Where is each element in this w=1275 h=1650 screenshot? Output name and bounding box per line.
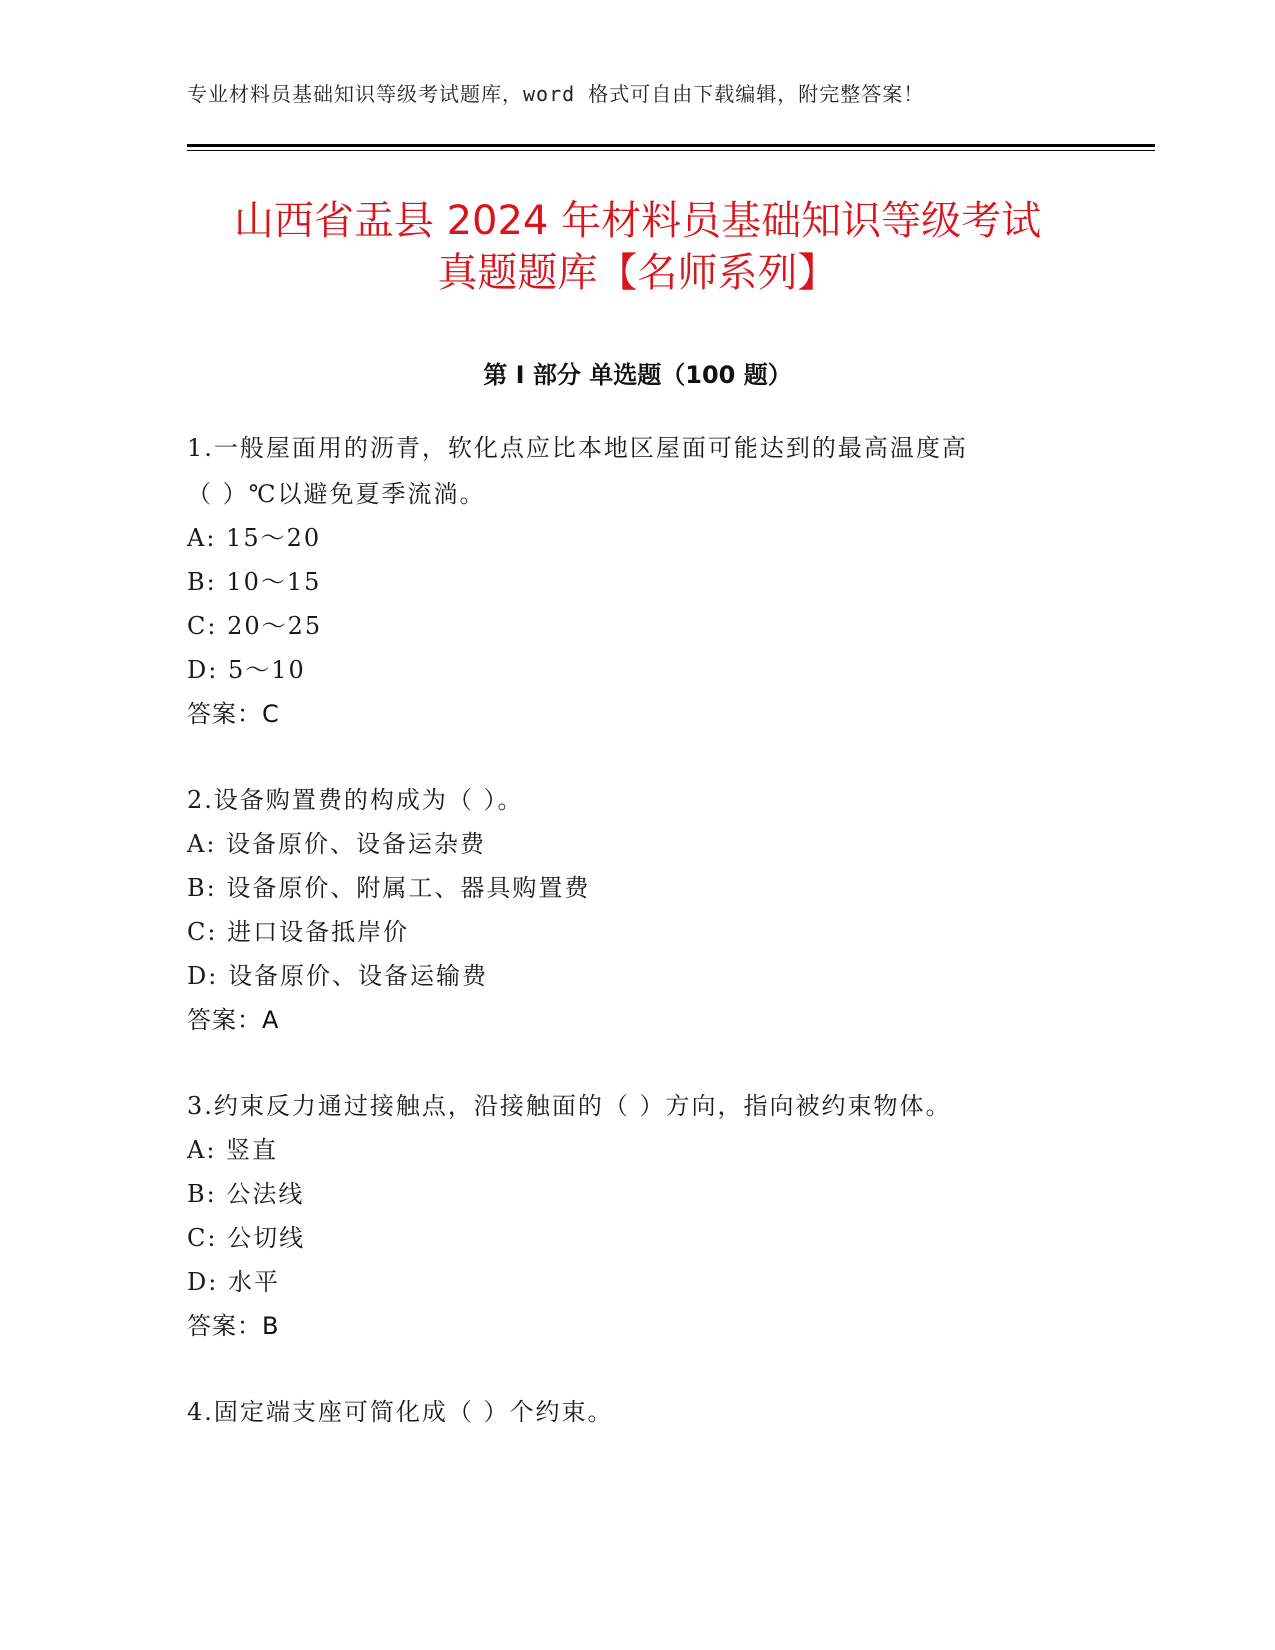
question-2-option-a: A: 设备原价、设备运杂费 <box>187 830 487 858</box>
question-1-option-b: B: 10～15 <box>187 568 322 596</box>
question-3-option-c: C: 公切线 <box>187 1224 306 1252</box>
question-1-stem-line-2: （ ）℃以避免夏季流淌。 <box>187 480 486 508</box>
question-4-stem-line-1: 4.固定端支座可简化成（ ）个约束。 <box>187 1398 614 1426</box>
question-1-stem-line-1: 1.一般屋面用的沥青，软化点应比本地区屋面可能达到的最高温度高 <box>187 434 968 462</box>
document-title <box>100 195 1175 299</box>
question-3-stem-line-1: 3.约束反力通过接触点，沿接触面的（ ）方向，指向被约束物体。 <box>187 1092 952 1120</box>
question-1-option-d: D: 5～10 <box>187 656 306 684</box>
header-rule-thin <box>187 150 1155 151</box>
question-3-option-d: D: 水平 <box>187 1268 280 1296</box>
document-title-line-2: 真题题库【名师系列】 <box>437 250 838 296</box>
question-1-option-c: C: 20～25 <box>187 612 323 640</box>
question-2-option-b: B: 设备原价、附属工、器具购置费 <box>187 874 591 902</box>
section-heading: 第 I 部分 单选题（100 题） <box>483 361 792 389</box>
header-note: 专业材料员基础知识等级考试题库，word 格式可自由下载编辑，附完整答案！ <box>187 82 925 106</box>
question-1-answer: 答案：C <box>187 700 280 728</box>
question-2-option-c: C: 进口设备抵岸价 <box>187 918 410 946</box>
header-rule-thick <box>187 144 1155 147</box>
question-2-answer: 答案：A <box>187 1006 280 1034</box>
question-2-option-d: D: 设备原价、设备运输费 <box>187 962 488 990</box>
question-3-answer: 答案：B <box>187 1312 280 1340</box>
question-3-option-b: B: 公法线 <box>187 1180 305 1208</box>
question-2-stem-line-1: 2.设备购置费的构成为（ ）。 <box>187 786 524 814</box>
document-title-line-1: 山西省盂县 2024 年材料员基础知识等级考试 <box>233 198 1042 244</box>
question-1-option-a: A: 15～20 <box>187 524 322 552</box>
question-3-option-a: A: 竖直 <box>187 1136 279 1164</box>
